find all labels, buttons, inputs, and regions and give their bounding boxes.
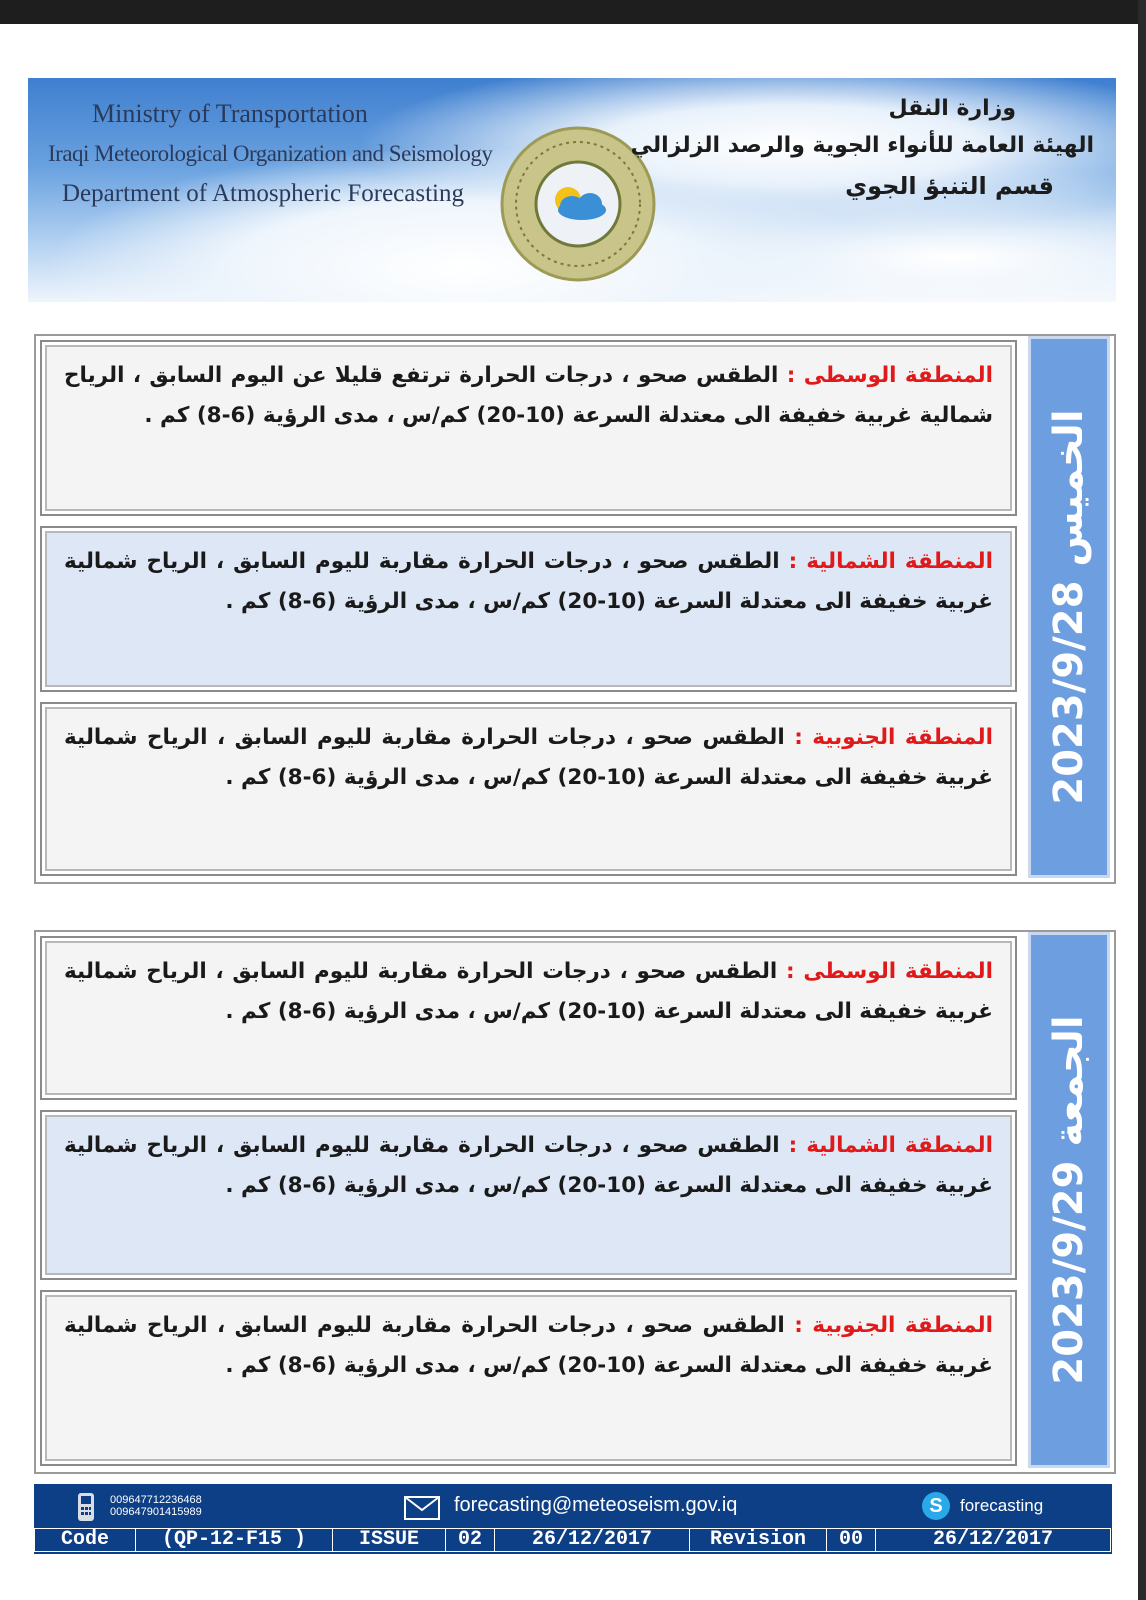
issue-number: 02 xyxy=(445,1528,494,1552)
revision-date: 26/12/2017 xyxy=(875,1528,1111,1552)
region-south-day-1 xyxy=(40,702,1017,876)
issue-label: ISSUE xyxy=(332,1528,445,1552)
region-forecast: الطقس صحو ، درجات الحرارة مقاربة لليوم السابق ، الرياح شمالية غربية خفيفة الى معتدلة السرعة (10-20) كم/س ، مدى الرؤية (6-8) كم . xyxy=(64,1313,993,1378)
region-name: المنطقة الوسطى : xyxy=(786,363,993,388)
date-column-day-1 xyxy=(1028,336,1110,878)
revision-number: 00 xyxy=(826,1528,875,1552)
phone-numbers xyxy=(110,1494,202,1518)
mobile-phone-icon xyxy=(76,1492,96,1522)
skype-icon: S xyxy=(922,1492,950,1520)
department-name-en: Department of Atmospheric Forecasting xyxy=(62,180,464,207)
region-name: المنطقة الجنوبية : xyxy=(794,1313,993,1338)
region-name: المنطقة الشمالية : xyxy=(788,1133,993,1158)
region-forecast: الطقس صحو ، درجات الحرارة مقاربة لليوم السابق ، الرياح شمالية غربية خفيفة الى معتدلة السرعة (10-20) كم/س ، مدى الرؤية (6-8) كم . xyxy=(64,725,993,790)
issue-date: 26/12/2017 xyxy=(494,1528,689,1552)
forecast-day-1 xyxy=(34,334,1116,884)
region-name: المنطقة الجنوبية : xyxy=(794,725,993,750)
region-central-day-1 xyxy=(40,340,1017,516)
department-name-ar: قسم التنبؤ الجوي xyxy=(845,172,1054,200)
forecast-text xyxy=(64,1126,993,1206)
region-south-day-2 xyxy=(40,1290,1017,1466)
ministry-name-ar: وزارة النقل xyxy=(888,96,1016,121)
code-label: Code xyxy=(34,1528,135,1552)
forecast-text xyxy=(64,1306,993,1386)
footer-bar xyxy=(34,1484,1112,1554)
ministry-english-block xyxy=(48,94,492,214)
region-forecast: الطقس صحو ، درجات الحرارة ترتفع قليلا عن اليوم السابق ، الرياح شمالية غربية خفيفة الى معتدلة السرعة (10-20) كم/س ، مدى الرؤية (6-8) كم . xyxy=(64,363,993,428)
region-north-day-2 xyxy=(40,1110,1017,1280)
forecast-text xyxy=(64,952,993,1032)
forecast-date: الجمعة 2023/9/29 xyxy=(1046,1015,1092,1385)
region-forecast: الطقس صحو ، درجات الحرارة مقاربة لليوم السابق ، الرياح شمالية غربية خفيفة الى معتدلة السرعة (10-20) كم/س ، مدى الرؤية (6-8) كم . xyxy=(64,549,993,614)
code-value: (QP-12-F15 ) xyxy=(135,1528,332,1552)
region-central-day-2 xyxy=(40,936,1017,1100)
ministry-arabic-block xyxy=(631,92,1094,206)
forecast-text xyxy=(64,356,993,436)
right-dark-edge xyxy=(1138,0,1146,1600)
ministry-name-en: Ministry of Transportation xyxy=(92,99,368,128)
forecast-text xyxy=(64,542,993,622)
top-dark-bar xyxy=(0,0,1146,24)
phone-number-2: 009647901415989 xyxy=(110,1506,202,1518)
organization-name-en: Iraqi Meteorological Organization and Seismology xyxy=(48,141,493,166)
document-code-row xyxy=(34,1528,1112,1552)
forecast-date: الخميس 2023/9/28 xyxy=(1046,409,1092,805)
date-column-day-2 xyxy=(1028,932,1110,1468)
email-address[interactable]: forecasting@meteoseism.gov.iq xyxy=(454,1494,738,1516)
forecast-day-2 xyxy=(34,930,1116,1474)
region-name: المنطقة الوسطى : xyxy=(786,959,993,984)
region-north-day-1 xyxy=(40,526,1017,692)
region-forecast: الطقس صحو ، درجات الحرارة مقاربة لليوم السابق ، الرياح شمالية غربية خفيفة الى معتدلة السرعة (10-20) كم/س ، مدى الرؤية (6-8) كم . xyxy=(64,1133,993,1198)
revision-label: Revision xyxy=(689,1528,826,1552)
forecast-text xyxy=(64,718,993,798)
organization-name-ar: الهيئة العامة للأنواء الجوية والرصد الزلزالي xyxy=(630,133,1094,158)
region-name: المنطقة الشمالية : xyxy=(788,549,993,574)
region-forecast: الطقس صحو ، درجات الحرارة مقاربة لليوم السابق ، الرياح شمالية غربية خفيفة الى معتدلة السرعة (10-20) كم/س ، مدى الرؤية (6-8) كم . xyxy=(64,959,993,1024)
phone-number-1: 009647712236468 xyxy=(110,1494,202,1506)
envelope-icon xyxy=(404,1496,440,1520)
header-banner xyxy=(28,78,1116,302)
skype-handle[interactable]: forecasting xyxy=(960,1496,1044,1515)
